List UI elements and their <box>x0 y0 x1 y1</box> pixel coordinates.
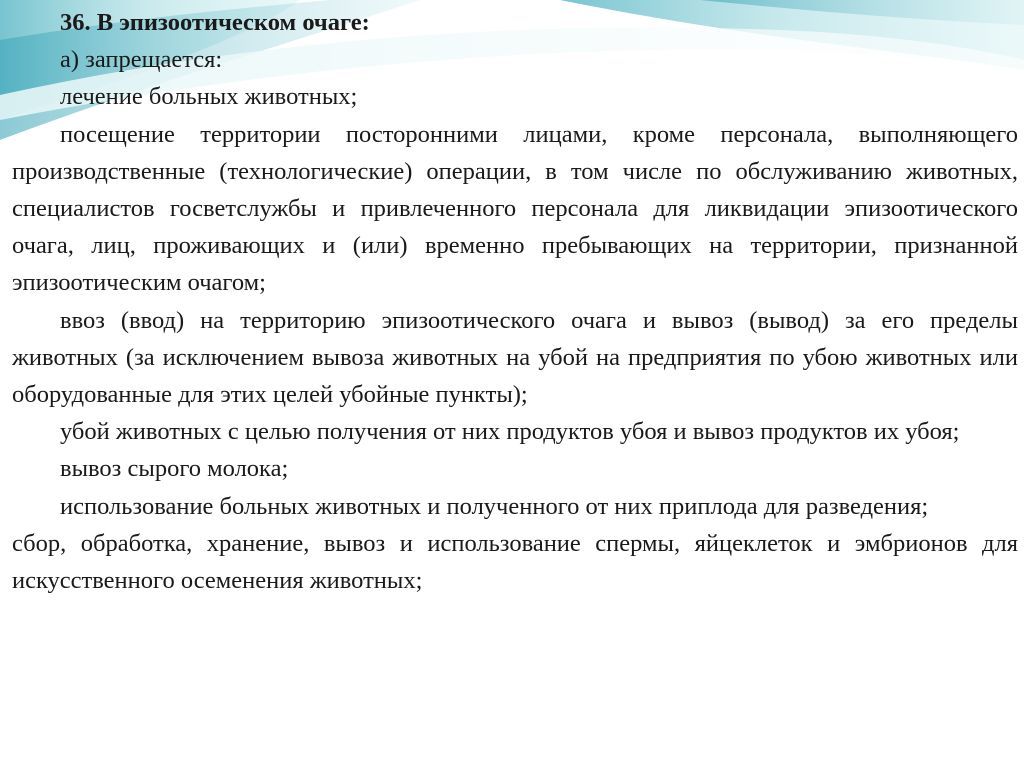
list-item: посещение территории посторонними лицами, кроме персонала, выполняющего производственные (технологические) операции, в том числе по обслуживанию животных, специалистов госветслужбы и привлеченного персонала для ликвидации эпизоотического очага, лиц, проживающих и (или) временно пребывающих на территории, признанной эпизоотическим очагом; <box>12 120 1018 297</box>
slide-subtitle: а) запрещается: <box>60 46 223 74</box>
list-item: убой животных с целью получения от них продуктов убоя и вывоз продуктов их убоя; <box>60 418 960 446</box>
list-item: лечение больных животных; <box>60 83 358 111</box>
slide-content <box>12 4 1018 599</box>
list-item: ввоз (ввод) на территорию эпизоотического очага и вывоз (вывод) за его пределы животных (за исключением вывоза животных на убой на предприятия по убою животных или оборудованные для этих целей убойные пункты); <box>12 306 1018 409</box>
list-item: использование больных животных и полученного от них приплода для разведения; <box>60 492 929 520</box>
slide-title: 36. В эпизоотическом очаге: <box>60 9 370 36</box>
list-item: вывоз сырого молока; <box>60 455 289 483</box>
list-item: сбор, обработка, хранение, вывоз и использование спермы, яйцеклеток и эмбрионов для искусственного осеменения животных; <box>12 529 1018 595</box>
